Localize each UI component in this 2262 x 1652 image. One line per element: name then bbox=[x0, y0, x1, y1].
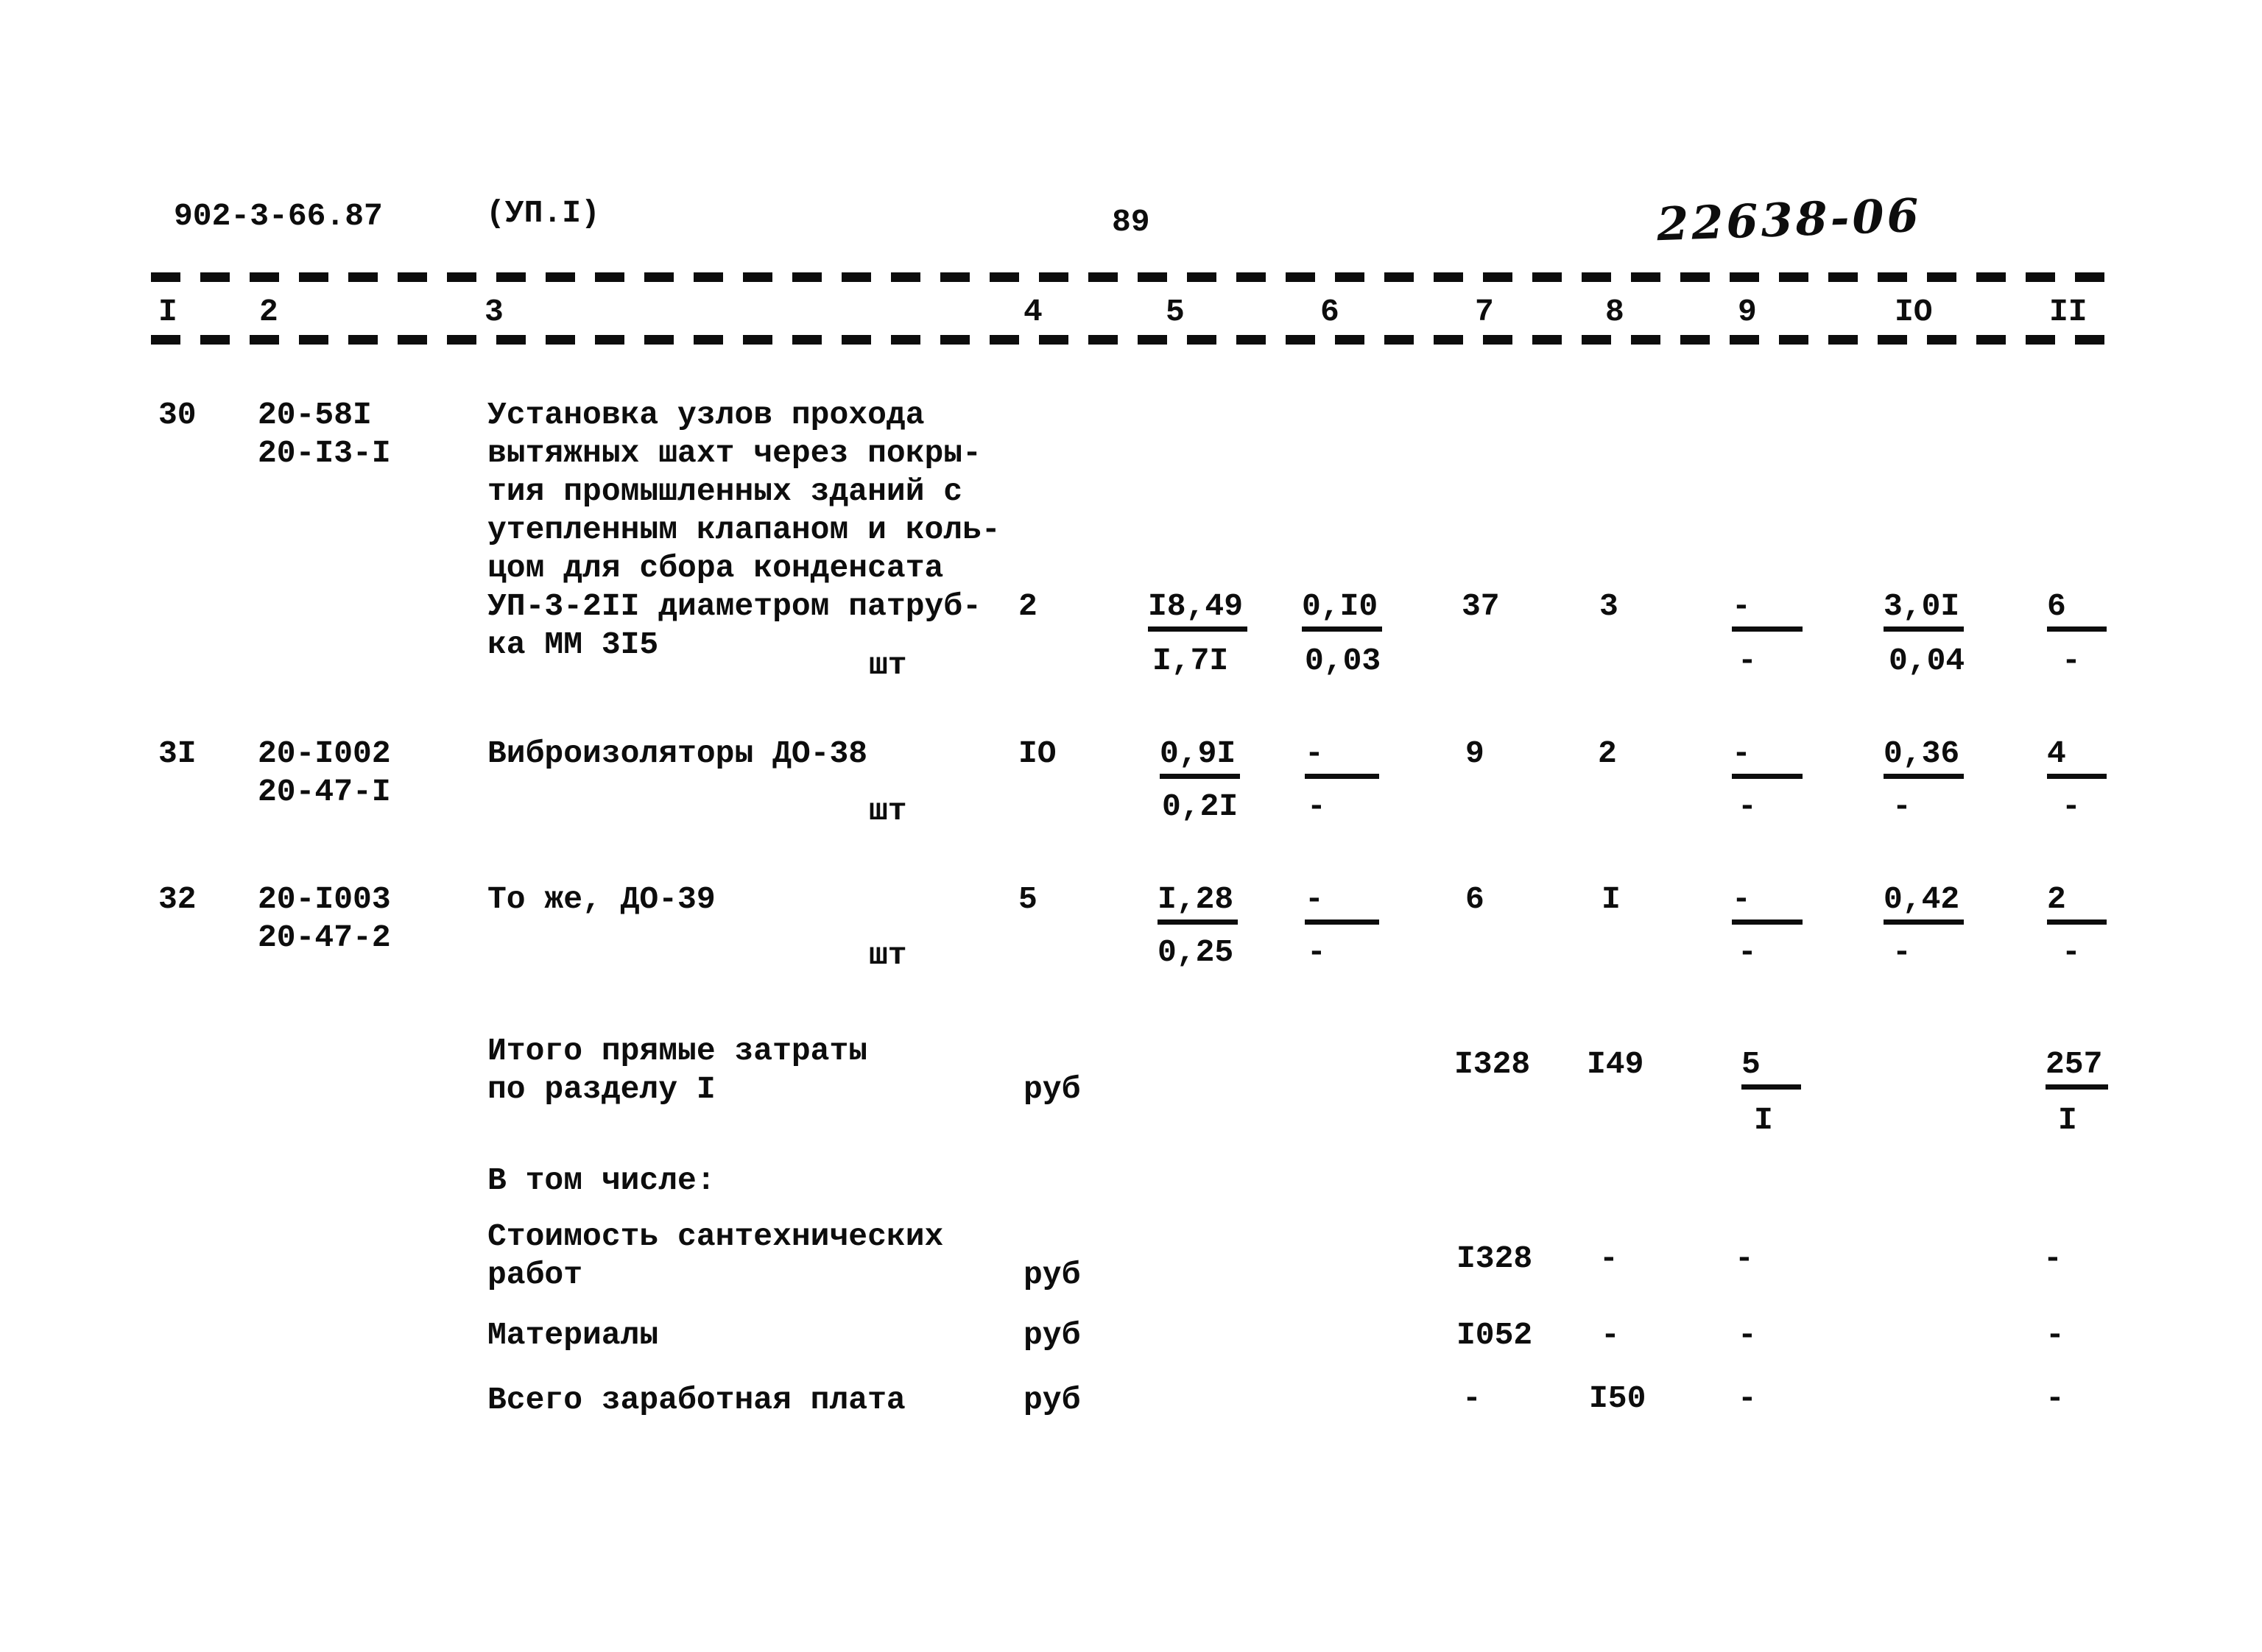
unit-label: шт bbox=[869, 937, 907, 973]
col-header-10: IO bbox=[1895, 294, 1933, 330]
estimate-code: 20-47-I bbox=[258, 774, 391, 810]
cell-c6-top: - bbox=[1305, 880, 1379, 925]
cell-c10-bottom: - bbox=[1892, 934, 1912, 970]
description-line: То же, ДО-39 bbox=[487, 881, 716, 917]
totals-c11-bottom: I bbox=[2058, 1102, 2077, 1138]
col-header-7: 7 bbox=[1475, 294, 1494, 330]
totals-c9-bottom: I bbox=[1754, 1102, 1773, 1138]
doc-number: 902-3-66.87 bbox=[174, 198, 383, 234]
section-ref: (УП.I) bbox=[486, 195, 600, 231]
estimate-code: 20-47-2 bbox=[258, 919, 391, 956]
stamp-number: 22638-06 bbox=[1655, 188, 1923, 252]
qty-value: 5 bbox=[1018, 881, 1037, 917]
table-rule-header-bottom bbox=[151, 335, 2124, 345]
cell-c5-top: I8,49 bbox=[1148, 587, 1247, 632]
description-line: вытяжных шахт через покры- bbox=[487, 435, 982, 471]
breakdown-c11: - bbox=[2046, 1380, 2065, 1416]
totals-label-line2: по разделу I bbox=[487, 1071, 716, 1107]
cell-c10-bottom: - bbox=[1892, 788, 1912, 825]
cell-c5-bottom: 0,2I bbox=[1162, 788, 1239, 825]
qty-value: 2 bbox=[1018, 588, 1037, 624]
breakdown-c7: - bbox=[1462, 1380, 1481, 1416]
unit-label: руб bbox=[1023, 1071, 1081, 1107]
table-rule-top bbox=[151, 272, 2124, 282]
cell-c11-top: 6 bbox=[2047, 587, 2107, 632]
cell-c8: 2 bbox=[1598, 735, 1617, 772]
cell-c5-bottom: I,7I bbox=[1152, 643, 1229, 679]
cell-c6-bottom: - bbox=[1307, 788, 1326, 825]
cell-c10-top: 3,0I bbox=[1884, 587, 1964, 632]
cell-c9-bottom: - bbox=[1738, 788, 1757, 825]
cell-c9-bottom: - bbox=[1738, 643, 1757, 679]
description-line: Виброизоляторы ДО-38 bbox=[487, 735, 868, 772]
estimate-code: 20-I002 bbox=[258, 735, 391, 772]
description-line: УП-3-2II диаметром патруб- bbox=[487, 588, 982, 624]
cell-c7: 9 bbox=[1465, 735, 1484, 772]
cell-c11-top: 4 bbox=[2047, 735, 2107, 779]
description-line: ка ММ 3I5 bbox=[487, 626, 659, 663]
cell-c5-top: I,28 bbox=[1158, 880, 1238, 925]
cell-c6-top: - bbox=[1305, 735, 1379, 779]
cell-c9-top: - bbox=[1732, 880, 1803, 925]
cell-c10-bottom: 0,04 bbox=[1889, 643, 1965, 679]
breakdown-c11: - bbox=[2046, 1317, 2065, 1353]
cell-c9-bottom: - bbox=[1738, 934, 1757, 970]
breakdown-c9: - bbox=[1738, 1380, 1757, 1416]
breakdown-c8: - bbox=[1599, 1240, 1618, 1277]
description-line: Установка узлов прохода bbox=[487, 397, 925, 433]
cell-c11-bottom: - bbox=[2062, 643, 2081, 679]
cell-c6-top: 0,I0 bbox=[1302, 587, 1382, 632]
col-header-11: II bbox=[2049, 294, 2087, 330]
unit-label: руб bbox=[1023, 1382, 1081, 1418]
cell-c6-bottom: - bbox=[1307, 934, 1326, 970]
breakdown-label-line1: Материалы bbox=[487, 1317, 659, 1353]
cell-c11-bottom: - bbox=[2062, 934, 2081, 970]
cell-c6-bottom: 0,03 bbox=[1305, 643, 1381, 679]
cell-c10-top: 0,42 bbox=[1884, 880, 1964, 925]
breakdown-c9: - bbox=[1738, 1317, 1757, 1353]
cell-c11-top: 2 bbox=[2047, 880, 2107, 925]
cell-c9-top: - bbox=[1732, 735, 1803, 779]
page-number: 89 bbox=[1112, 204, 1150, 240]
totals-c11-top: 257 bbox=[2046, 1045, 2108, 1090]
totals-c7: I328 bbox=[1454, 1046, 1531, 1082]
col-header-5: 5 bbox=[1166, 294, 1185, 330]
estimate-code: 20-58I bbox=[258, 397, 372, 433]
col-header-2: 2 bbox=[259, 294, 278, 330]
col-header-9: 9 bbox=[1738, 294, 1757, 330]
row-number: 32 bbox=[158, 881, 197, 917]
breakdown-c8: I50 bbox=[1589, 1380, 1646, 1416]
breakdown-c8: - bbox=[1601, 1317, 1620, 1353]
breakdown-c7: I328 bbox=[1456, 1240, 1533, 1277]
col-header-6: 6 bbox=[1320, 294, 1339, 330]
unit-label: руб bbox=[1023, 1317, 1081, 1353]
breakdown-c9: - bbox=[1735, 1240, 1754, 1277]
estimate-code: 20-I3-I bbox=[258, 435, 391, 471]
breakdown-c11: - bbox=[2043, 1240, 2062, 1277]
cell-c7: 37 bbox=[1462, 588, 1500, 624]
col-header-1: I bbox=[158, 294, 177, 330]
unit-label: шт bbox=[869, 793, 907, 829]
breakdown-label-line1: Стоимость сантехнических bbox=[487, 1218, 944, 1254]
including-label: В том числе: bbox=[487, 1162, 716, 1199]
cell-c5-bottom: 0,25 bbox=[1158, 934, 1234, 970]
cell-c9-top: - bbox=[1732, 587, 1803, 632]
estimate-code: 20-I003 bbox=[258, 881, 391, 917]
row-number: 30 bbox=[158, 397, 197, 433]
cell-c11-bottom: - bbox=[2062, 788, 2081, 825]
qty-value: IO bbox=[1018, 735, 1057, 772]
cell-c8: 3 bbox=[1599, 588, 1618, 624]
row-number: 3I bbox=[158, 735, 197, 772]
description-line: утепленным клапаном и коль- bbox=[487, 512, 1001, 548]
col-header-8: 8 bbox=[1605, 294, 1624, 330]
cell-c10-top: 0,36 bbox=[1884, 735, 1964, 779]
breakdown-c7: I052 bbox=[1456, 1317, 1533, 1353]
unit-label: руб bbox=[1023, 1257, 1081, 1293]
totals-label-line1: Итого прямые затраты bbox=[487, 1033, 868, 1069]
col-header-4: 4 bbox=[1023, 294, 1043, 330]
cell-c5-top: 0,9I bbox=[1160, 735, 1240, 779]
cell-c8: I bbox=[1602, 881, 1621, 917]
description-line: цом для сбора конденсата bbox=[487, 550, 944, 586]
col-header-3: 3 bbox=[485, 294, 504, 330]
unit-label: шт bbox=[869, 647, 907, 683]
totals-c8: I49 bbox=[1587, 1046, 1644, 1082]
breakdown-label-line1: Всего заработная плата bbox=[487, 1382, 906, 1418]
breakdown-label-line2: работ bbox=[487, 1257, 583, 1293]
cell-c7: 6 bbox=[1465, 881, 1484, 917]
description-line: тия промышленных зданий с bbox=[487, 473, 963, 509]
totals-c9-top: 5 bbox=[1741, 1045, 1801, 1090]
